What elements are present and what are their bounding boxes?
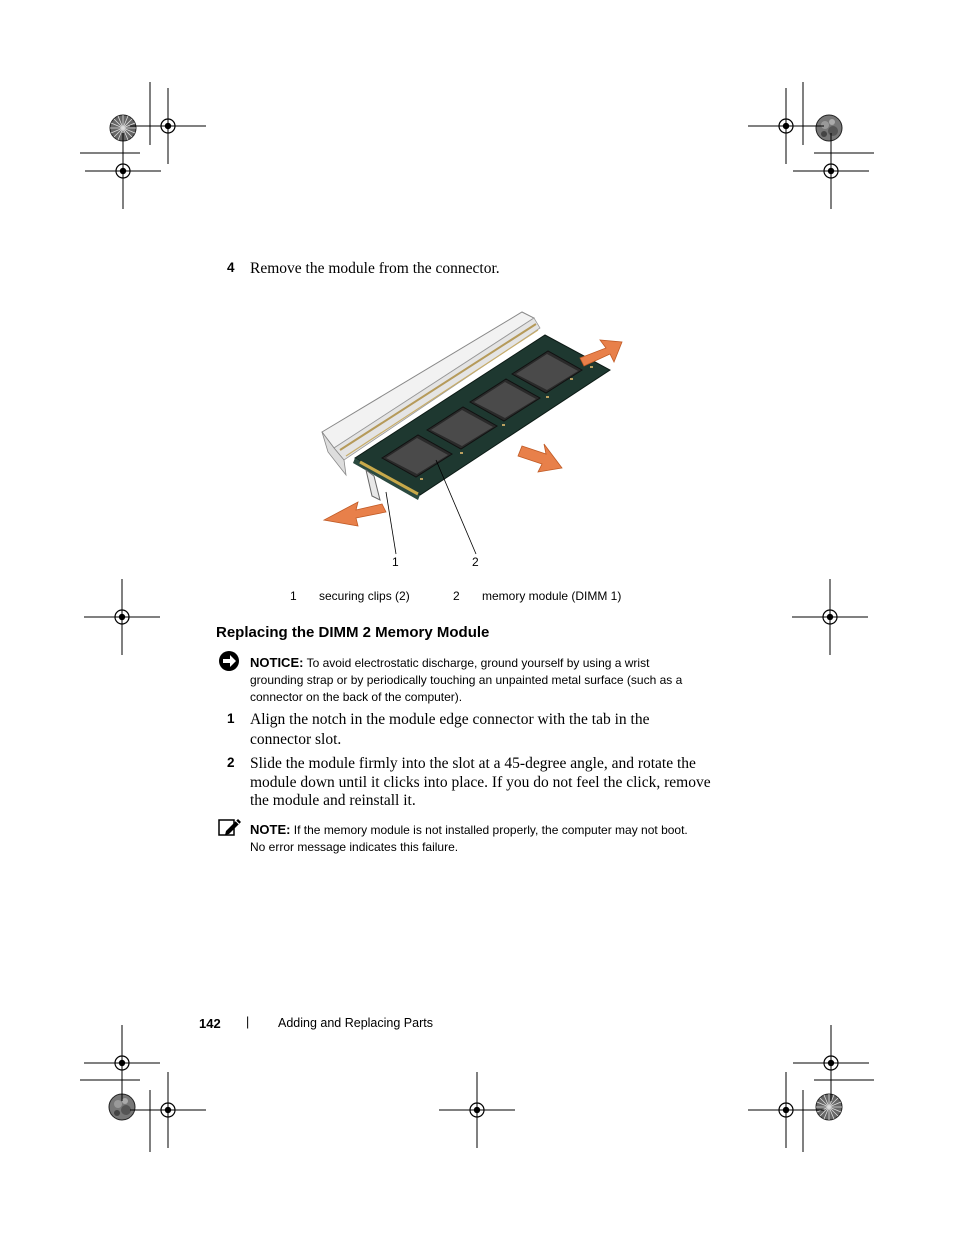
notice-icon [218,650,240,672]
notice-line-3: connector on the back of the computer). [250,690,463,704]
note-pencil-icon [218,817,242,837]
footer-chapter: Adding and Replacing Parts [278,1016,433,1030]
step-4-number: 4 [227,260,235,275]
memory-module-illustration [300,300,660,580]
legend-2-label: memory module (DIMM 1) [482,589,622,603]
notice-label: NOTICE: [250,655,304,670]
page-number: 142 [199,1016,221,1031]
callout-1-leader [386,492,396,554]
notice-block [250,654,682,706]
notice-line-1: To avoid electrostatic discharge, ground yourself by using a wrist [306,656,650,670]
step-2-number: 2 [227,755,235,770]
step-2-line-3: the module and reinstall it. [250,792,416,809]
legend-2-number: 2 [453,589,460,603]
legend-1-label: securing clips (2) [319,589,410,603]
step-2-line-1: Slide the module firmly into the slot at a 45-degree angle, and rotate the [250,755,696,772]
footer-separator: | [246,1015,250,1029]
section-title: Replacing the DIMM 2 Memory Module [216,624,490,641]
step-1-line-1: Align the notch in the module edge connector with the tab in the [250,711,650,728]
step-1-number: 1 [227,711,235,726]
notice-line-2: grounding strap or by periodically touching an unpainted metal surface (such as a [250,673,683,687]
step-4-text: Remove the module from the connector. [250,260,500,277]
step-1-line-2: connector slot. [250,731,342,748]
note-line-1: If the memory module is not installed properly, the computer may not boot. [293,823,688,837]
step-2-line-2: module down until it clicks into place. If you do not feel the click, remove [250,774,711,791]
callout-2: 2 [472,555,479,569]
legend-1-number: 1 [290,589,297,603]
note-line-2: No error message indicates this failure. [250,840,459,854]
callout-2-leader [436,460,476,554]
note-block [250,821,688,856]
callout-1: 1 [392,555,399,569]
note-label: NOTE: [250,822,291,837]
